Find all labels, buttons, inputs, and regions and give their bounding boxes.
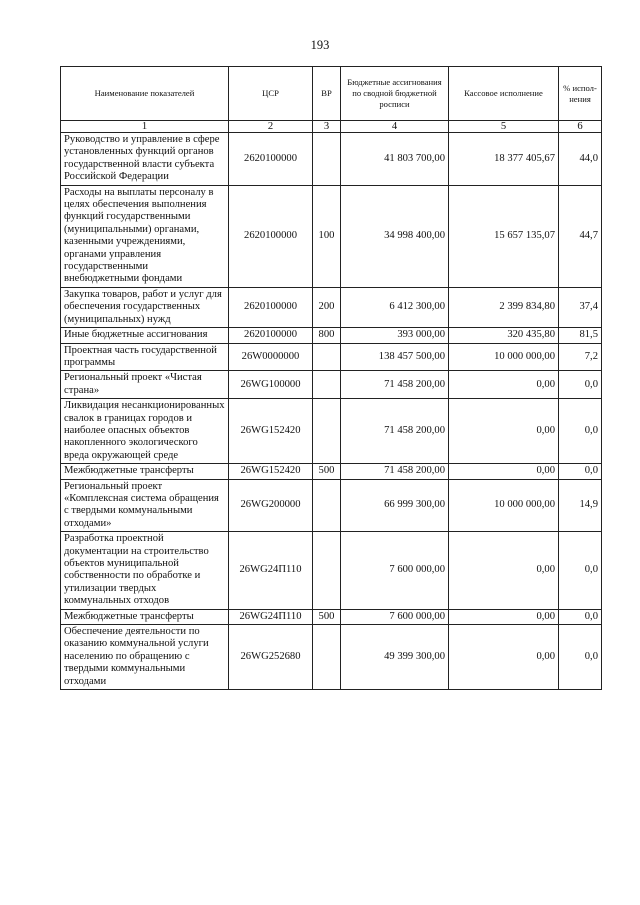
col-number: 5 xyxy=(449,121,559,133)
table-row xyxy=(61,479,602,532)
row-vr xyxy=(313,371,341,399)
table-row xyxy=(61,464,602,479)
row-budget: 71 458 200,00 xyxy=(341,371,449,399)
col-number: 2 xyxy=(229,121,313,133)
table-row xyxy=(61,371,602,399)
row-vr: 500 xyxy=(313,609,341,624)
header-name: Наименование показателей xyxy=(61,67,229,121)
row-csr: 26WG252680 xyxy=(229,625,313,690)
row-name: Проектная часть государственной программы xyxy=(61,343,229,371)
row-budget: 7 600 000,00 xyxy=(341,532,449,609)
header-csr: ЦСР xyxy=(229,67,313,121)
row-csr: 26WG24П110 xyxy=(229,532,313,609)
row-name: Ликвидация несанкционированных свалок в границах городов и наиболее опасных объектов накопленного экологического вреда окружающей среде xyxy=(61,399,229,464)
row-vr: 200 xyxy=(313,287,341,327)
row-cash: 0,00 xyxy=(449,371,559,399)
row-pct: 0,0 xyxy=(559,609,602,624)
row-name: Закупка товаров, работ и услуг для обеспечения государственных (муниципальных) нужд xyxy=(61,287,229,327)
table-row xyxy=(61,287,602,327)
row-cash: 0,00 xyxy=(449,625,559,690)
header-vr: ВР xyxy=(313,67,341,121)
row-name: Расходы на выплаты персоналу в целях обеспечения выполнения функций государственными (муниципальными) органами, казенными учреждениями, органами управления государственными внебюджетными фондами xyxy=(61,185,229,287)
row-cash: 10 000 000,00 xyxy=(449,343,559,371)
row-pct: 0,0 xyxy=(559,625,602,690)
row-pct: 0,0 xyxy=(559,532,602,609)
row-budget: 7 600 000,00 xyxy=(341,609,449,624)
row-name: Разработка проектной документации на строительство объектов муниципальной собственности по обработке и утилизации твердых коммунальных отходов xyxy=(61,532,229,609)
row-name: Региональный проект «Комплексная система обращения с твердыми коммунальными отходами» xyxy=(61,479,229,532)
row-csr: 2620100000 xyxy=(229,133,313,186)
header-budget: Бюджетные ассигнования по сводной бюджетной росписи xyxy=(341,67,449,121)
row-name: Межбюджетные трансферты xyxy=(61,609,229,624)
col-number: 4 xyxy=(341,121,449,133)
row-csr: 2620100000 xyxy=(229,287,313,327)
row-vr xyxy=(313,479,341,532)
table-row xyxy=(61,609,602,624)
row-pct: 14,9 xyxy=(559,479,602,532)
table-row xyxy=(61,185,602,287)
col-number: 6 xyxy=(559,121,602,133)
row-budget: 6 412 300,00 xyxy=(341,287,449,327)
row-cash: 15 657 135,07 xyxy=(449,185,559,287)
col-number: 3 xyxy=(313,121,341,133)
row-budget: 41 803 700,00 xyxy=(341,133,449,186)
row-vr: 100 xyxy=(313,185,341,287)
row-pct: 7,2 xyxy=(559,343,602,371)
row-cash: 10 000 000,00 xyxy=(449,479,559,532)
row-budget: 138 457 500,00 xyxy=(341,343,449,371)
row-pct: 44,0 xyxy=(559,133,602,186)
row-budget: 71 458 200,00 xyxy=(341,464,449,479)
row-csr: 26WG100000 xyxy=(229,371,313,399)
row-pct: 81,5 xyxy=(559,328,602,343)
row-budget: 66 999 300,00 xyxy=(341,479,449,532)
header-row xyxy=(61,67,602,121)
table-row xyxy=(61,532,602,609)
row-pct: 0,0 xyxy=(559,371,602,399)
header-pct: % испол-нения xyxy=(559,67,602,121)
table-row xyxy=(61,343,602,371)
row-csr: 2620100000 xyxy=(229,185,313,287)
row-cash: 0,00 xyxy=(449,464,559,479)
row-cash: 320 435,80 xyxy=(449,328,559,343)
row-cash: 0,00 xyxy=(449,609,559,624)
col-number: 1 xyxy=(61,121,229,133)
row-budget: 49 399 300,00 xyxy=(341,625,449,690)
row-budget: 71 458 200,00 xyxy=(341,399,449,464)
budget-table xyxy=(60,66,602,690)
row-csr: 26W0000000 xyxy=(229,343,313,371)
row-name: Межбюджетные трансферты xyxy=(61,464,229,479)
row-name: Иные бюджетные ассигнования xyxy=(61,328,229,343)
row-cash: 0,00 xyxy=(449,399,559,464)
table-row xyxy=(61,328,602,343)
row-name: Обеспечение деятельности по оказанию коммунальной услуги населению по обращению с твердыми коммунальными отходами xyxy=(61,625,229,690)
row-pct: 37,4 xyxy=(559,287,602,327)
table-row xyxy=(61,625,602,690)
header-cash: Кассовое исполнение xyxy=(449,67,559,121)
row-name: Руководство и управление в сфере установленных функций органов государственной власти субъекта Российской Федерации xyxy=(61,133,229,186)
table-row xyxy=(61,133,602,186)
row-vr xyxy=(313,343,341,371)
row-csr: 26WG152420 xyxy=(229,399,313,464)
row-budget: 393 000,00 xyxy=(341,328,449,343)
row-csr: 26WG200000 xyxy=(229,479,313,532)
row-vr xyxy=(313,532,341,609)
row-pct: 0,0 xyxy=(559,464,602,479)
column-number-row xyxy=(61,121,602,133)
row-pct: 0,0 xyxy=(559,399,602,464)
row-csr: 26WG152420 xyxy=(229,464,313,479)
row-vr: 800 xyxy=(313,328,341,343)
row-cash: 18 377 405,67 xyxy=(449,133,559,186)
row-vr xyxy=(313,625,341,690)
row-cash: 2 399 834,80 xyxy=(449,287,559,327)
row-vr: 500 xyxy=(313,464,341,479)
page-number: 193 xyxy=(310,38,330,52)
table-row xyxy=(61,399,602,464)
row-budget: 34 998 400,00 xyxy=(341,185,449,287)
row-csr: 26WG24П110 xyxy=(229,609,313,624)
row-vr xyxy=(313,133,341,186)
row-vr xyxy=(313,399,341,464)
row-name: Региональный проект «Чистая страна» xyxy=(61,371,229,399)
row-csr: 2620100000 xyxy=(229,328,313,343)
row-pct: 44,7 xyxy=(559,185,602,287)
row-cash: 0,00 xyxy=(449,532,559,609)
